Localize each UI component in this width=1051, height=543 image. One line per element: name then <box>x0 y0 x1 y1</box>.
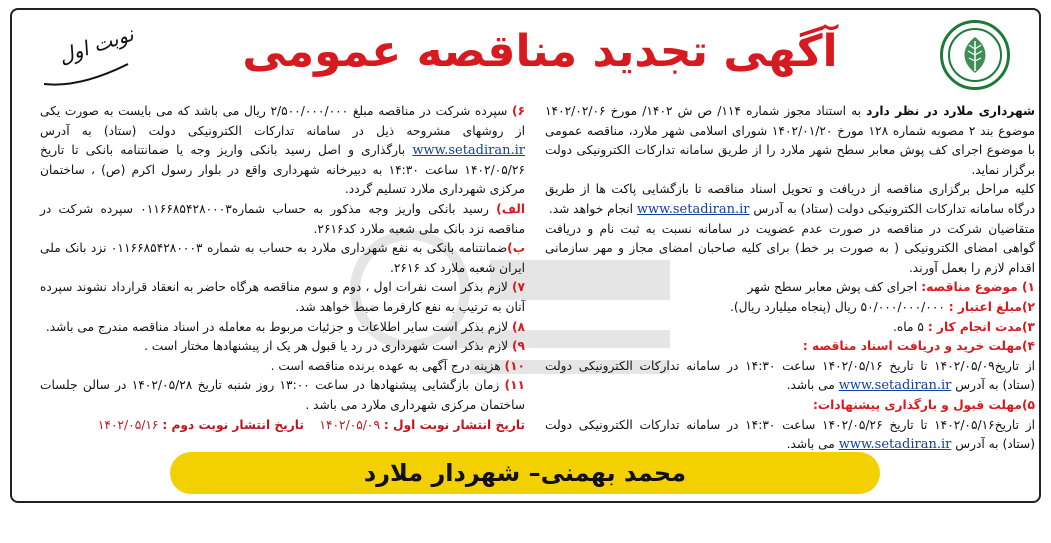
second-date-label: تاریخ انتشار نوبت دوم : <box>162 417 304 432</box>
item-7-label: ۷) <box>511 280 525 295</box>
setad-link[interactable]: www.setadiran.ir <box>838 437 952 453</box>
setad-link[interactable]: www.setadiran.ir <box>838 378 952 394</box>
first-date: ۱۴۰۲/۰۵/۰۹ <box>319 417 384 432</box>
item-4-post: می باشد. <box>786 378 839 393</box>
stages-text: کلیه مراحل برگزاری مناقصه از دریافت و تحویل اسناد مناقصه تا بازگشایی پاکت ها از طریق درگاه سامانه تدارکات الکترونیکی دولت (ستاد) به آدرس <box>545 182 1035 216</box>
item-4-body <box>545 357 1035 396</box>
item-9-label: ۹) <box>511 339 525 354</box>
item-a-text: رسید بانکی واریز وجه مذکور به حساب شماره۰۱۱۶۶۸۵۴۲۸۰۰۰۳ سپرده شرکت در مناقصه نزد بانک ملی شعبه ملارد کد۲۶۱۶. <box>40 201 525 236</box>
item-10-text: هزینه درج آگهی به عهده برنده مناقصه است . <box>270 358 505 373</box>
footer-banner <box>170 452 880 494</box>
item-10 <box>40 357 525 377</box>
item-2-text: ۵۰/۰۰۰/۰۰۰/۰۰۰ ریال (پنجاه میلیارد ریال). <box>729 299 949 314</box>
item-5-label: ۵)مهلت قبول و بارگذاری پیشنهادات: <box>813 397 1035 412</box>
notice-title: آگهی تجدید مناقصه عمومی <box>242 26 838 77</box>
item-7 <box>40 278 525 317</box>
first-date-label: تاریخ انتشار نوبت اول : <box>383 417 525 432</box>
item-4-label: ۴)مهلت خرید و دریافت اسناد مناقصه : <box>802 339 1035 354</box>
item-a-label: الف) <box>496 201 525 216</box>
item-3-label: ۳)مدت انجام کار : <box>927 319 1035 334</box>
item-6-label: ۶) <box>511 104 526 118</box>
item-4 <box>545 337 1035 357</box>
item-6 <box>40 102 525 200</box>
setad-link[interactable]: www.setadiran.ir <box>636 201 750 217</box>
item-1 <box>545 278 1035 298</box>
round-badge: نوبت اول <box>55 21 137 69</box>
item-7-text: لازم بذکر است نفرات اول ، دوم و سوم مناقصه هرگاه حاضر به انعقاد قرارداد نشوند سپرده آنان به ترتیب به نفع کارفرما ضبط خواهد شد. <box>40 280 525 314</box>
item-8 <box>40 318 525 338</box>
item-3-text: ۵ ماه. <box>893 319 928 334</box>
stages-post: انجام خواهد شد. <box>548 201 637 216</box>
mayor-signature: محمد بهمنی– شهردار ملارد <box>363 459 687 487</box>
item-b-label: ب) <box>507 241 525 256</box>
second-date: ۱۴۰۲/۰۵/۱۶ <box>97 417 163 432</box>
item-6-text: سپرده شرکت در مناقصه مبلغ ۲/۵۰۰/۰۰۰/۰۰۰ ریال می باشد که می بایست به صورت یکی از روشهای مشروحه ذیل در سامانه تدارکات الکترونیکی دولت (ستاد) به آدرس <box>40 104 525 138</box>
item-1-text: اجرای کف پوش معابر سطح شهر <box>747 280 922 295</box>
intro-bold: شهرداری ملارد در نظر دارد <box>866 104 1035 118</box>
item-5 <box>545 396 1035 416</box>
item-9-text: لازم بذکر است شهرداری در رد یا قبول هر یک از پیشنهادها مختار است . <box>144 339 512 354</box>
publication-dates <box>40 416 525 436</box>
applicants-paragraph: متقاضیان شرکت در مناقصه در صورت عدم عضویت در سامانه نسبت به ثبت نام و دریافت گواهی امضای الکترونیکی ( به صورت بر خط) برای کلیه صاحبان امضای مجاز و مهر سازمانی اقدام لازم را بعمل آورند. <box>545 221 1035 275</box>
intro-text: به استناد مجوز شماره ۱۱۴/ ص ش ۱۴۰۲/ مورخ ۱۴۰۲/۰۲/۰۶ موضوع بند ۲ مصوبه شماره ۱۲۸ مورخ ۱۴۰۲/۰۱/۲۰ شورای اسلامی شهر ملارد، مناقصه عمومی با موضوع اجرای کف پوش معابر سطح شهر ملارد را از طریق سامانه تدارکات الکترونیکی دولت برگزار نماید. <box>545 104 1036 177</box>
round-badge-swoosh-icon <box>40 60 135 90</box>
intro-paragraph <box>545 102 1035 180</box>
left-column <box>40 102 525 435</box>
municipality-logo-icon <box>940 20 1010 90</box>
item-11-text: زمان بازگشایی پیشنهادها در ساعت ۱۳:۰۰ روز شنبه تاریخ ۱۴۰۲/۰۵/۲۸ در سالن جلسات ساختمان مرکزی شهرداری ملارد می باشد . <box>40 378 525 412</box>
right-column <box>545 102 1035 455</box>
item-1-label: ۱) موضوع مناقصه: <box>921 280 1035 295</box>
item-4-text: از تاریخ۱۴۰۲/۰۵/۰۹ تا تاریخ ۱۴۰۲/۰۵/۱۶ ساعت ۱۴:۳۰ در سامانه تدارکات الکترونیکی دولت (ستاد) به آدرس <box>545 358 1035 393</box>
item-11-label: ۱۱) <box>504 378 525 393</box>
item-b-text: ضمانتنامه بانکی به نفع شهرداری ملارد به حساب به شماره ۰۱۱۶۶۸۵۴۲۸۰۰۰۳ نزد بانک ملی ایران شعبه ملارد کد ۲۶۱۶. <box>40 241 525 275</box>
item-3 <box>545 318 1035 338</box>
item-11 <box>40 376 525 415</box>
setad-link[interactable]: www.setadiran.ir <box>412 143 525 159</box>
stages-paragraph <box>545 180 1035 219</box>
item-b <box>40 239 525 278</box>
item-2 <box>545 298 1035 318</box>
item-8-text: لازم بذکر است سایر اطلاعات و جزئیات مربوط به معامله در اسناد مناقصه مندرج می باشد. <box>45 319 512 334</box>
item-5-post: می باشد. <box>786 437 839 452</box>
item-9 <box>40 337 525 357</box>
item-2-label: ۲)مبلغ اعتبار : <box>948 299 1035 314</box>
item-6-post: بارگذاری و اصل رسید بانکی واریز وجه یا ضمانتنامه بانکی تا تاریخ ۱۴۰۲/۰۵/۲۶ ساعت ۱۴:۳۰ به دبیرخانه شهرداری واقع در بلوار رسول اکرم (ص) ، ساختمان مرکزی شهرداری ملارد تسلیم گردد. <box>40 143 525 197</box>
item-a <box>40 200 525 239</box>
item-10-label: ۱۰) <box>504 358 525 373</box>
item-5-text: از تاریخ۱۴۰۲/۰۵/۱۶ تا تاریخ ۱۴۰۲/۰۵/۲۶ ساعت ۱۴:۳۰ در سامانه تدارکات الکترونیکی دولت (ستاد) به آدرس <box>545 417 1035 452</box>
item-5-body <box>545 416 1035 455</box>
item-8-label: ۸) <box>511 319 525 334</box>
